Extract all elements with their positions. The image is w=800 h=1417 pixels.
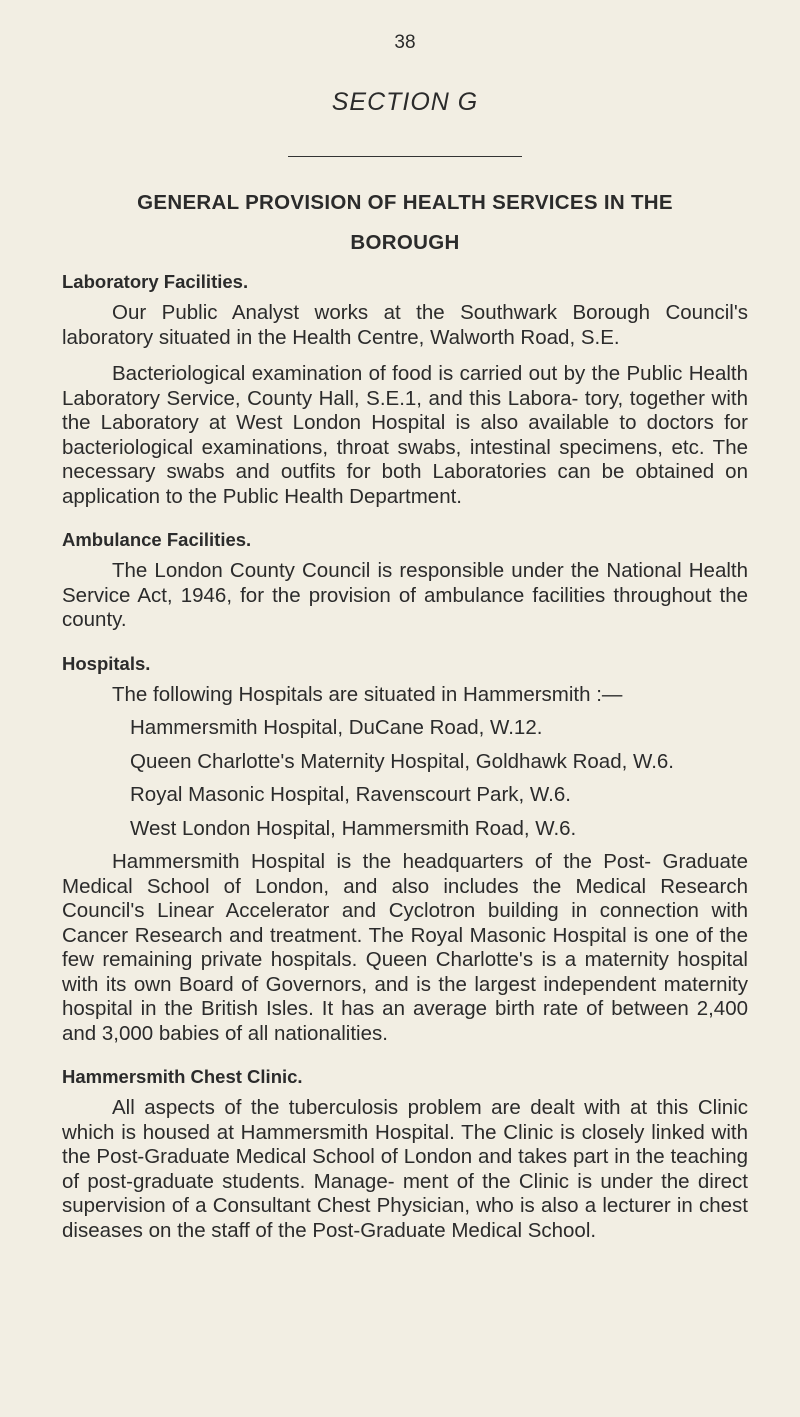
laboratory-section: [62, 271, 748, 509]
hospital-list-item: Royal Masonic Hospital, Ravenscourt Park, W.6.: [130, 783, 571, 806]
ambulance-section: [62, 529, 748, 633]
chest-clinic-section: [62, 1066, 748, 1243]
ambulance-heading: Ambulance Facilities.: [62, 529, 252, 550]
hospital-list-item: West London Hospital, Hammersmith Road, W.6.: [130, 816, 577, 840]
title-divider: [288, 156, 522, 157]
hospital-list-item: Queen Charlotte's Maternity Hospital, Goldhawk Road, W.6.: [130, 749, 675, 773]
hospital-list-item: Hammersmith Hospital, DuCane Road, W.12.: [130, 716, 543, 739]
page-number: 38: [394, 32, 416, 53]
main-title: [62, 183, 748, 263]
chest-clinic-heading: Hammersmith Chest Clinic.: [62, 1066, 303, 1087]
hospitals-paragraph-2: Hammersmith Hospital is the headquarters of the Post- Graduate Medical School of London, and also includes the Medical Research Council's Linear Accelerator and Cyclotron building in connection with Cancer Research and treatment. The Royal Masonic Hospital is one of the few remaining private hospitals. Queen Charlotte's is a maternity hospital with its own Board of Governors, and is the largest independent maternity hospital in the British Isles. It has an average birth rate of between 2,400 and 3,000 babies of all nationalities.: [62, 850, 748, 1045]
main-title-line-1: GENERAL PROVISION OF HEALTH SERVICES IN THE: [137, 191, 673, 214]
laboratory-paragraph-2: Bacteriological examination of food is carried out by the Public Health Laboratory Service, County Hall, S.E.1, and this Labora- tory, together with the Laboratory at West London Hospital is also available to doctors for bacteriological examinations, throat swabs, intestinal specimens, etc. The necessary swabs and outfits for both Laboratories can be obtained on application to the Public Health Department.: [62, 362, 748, 508]
laboratory-heading: Laboratory Facilities.: [62, 271, 249, 292]
section-title: SECTION G: [331, 88, 479, 116]
hospitals-intro: The following Hospitals are situated in Hammersmith :—: [112, 682, 623, 706]
hospitals-heading: Hospitals.: [62, 652, 151, 674]
main-title-line-2: BOROUGH: [350, 231, 460, 254]
laboratory-paragraph-1: Our Public Analyst works at the Southwark Borough Council's laboratory situated in the Health Centre, Walworth Road, S.E.: [62, 301, 748, 349]
chest-clinic-paragraph-1: All aspects of the tuberculosis problem are dealt with at this Clinic which is housed at Hammersmith Hospital. The Clinic is closely linked with the Post-Graduate Medical School of London and takes part in the teaching of post-graduate students. Manage- ment of the Clinic is under the direct supervision of a Consultant Chest Physician, who is also a lecturer in chest diseases on the staff of the Post-Graduate Medical School.: [62, 1096, 748, 1242]
ambulance-paragraph-1: The London County Council is responsible under the National Health Service Act, 1946, for the provision of ambulance facilities throughout the county.: [62, 559, 748, 631]
hospitals-section: [62, 653, 748, 1047]
